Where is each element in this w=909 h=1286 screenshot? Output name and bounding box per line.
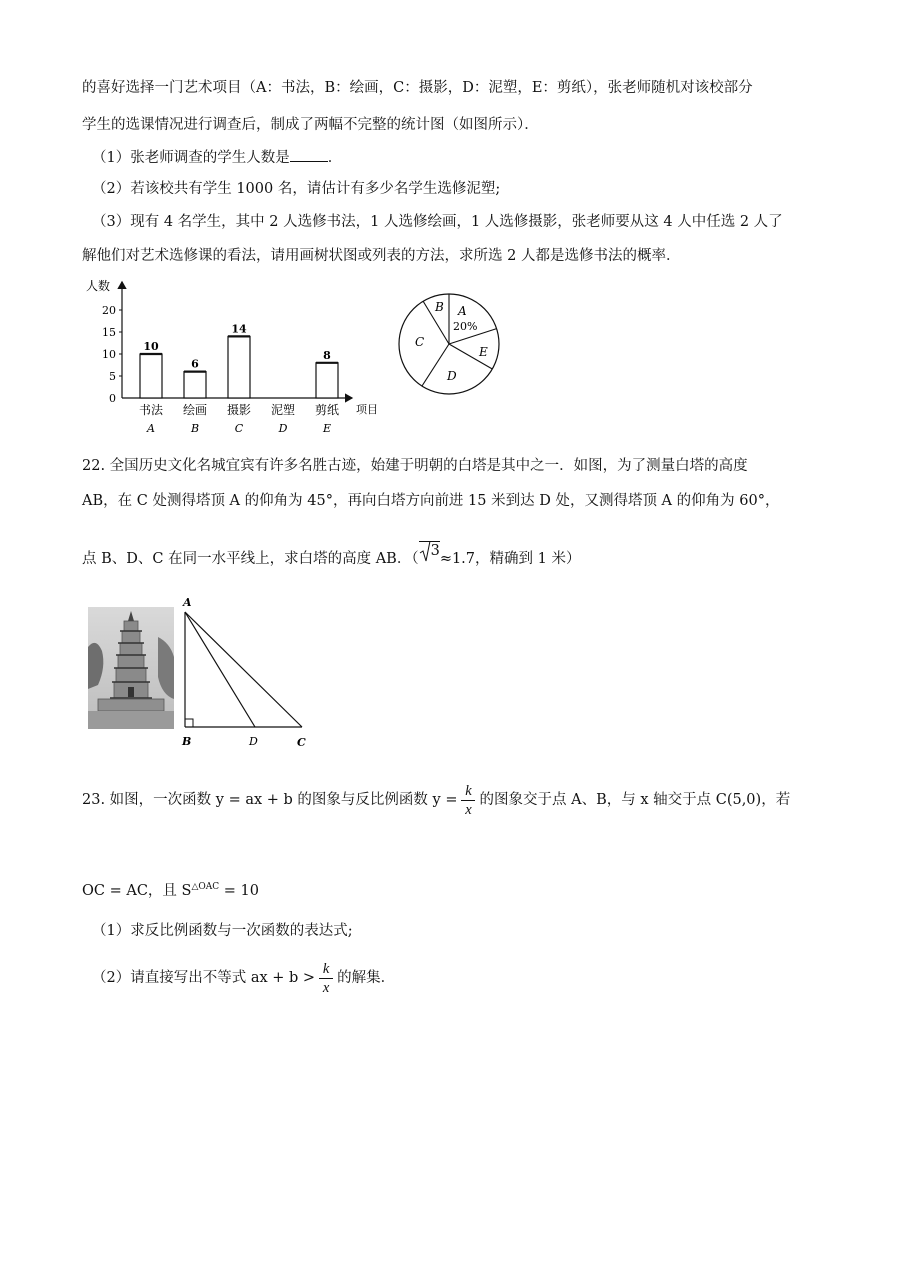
data-label-B: 6	[191, 357, 199, 371]
q23-part2	[92, 960, 395, 996]
segment-ac	[185, 612, 302, 727]
bar-C	[228, 336, 250, 398]
y-tick-label-0: 0	[109, 392, 116, 405]
q23-line2-end: = 10	[219, 883, 259, 899]
pie-label-e: E	[479, 345, 488, 359]
q21-line2: 学生的选课情况进行调查后，制成了两幅不完整的统计图（如图所示）．	[82, 117, 539, 133]
answer-blank	[290, 147, 328, 162]
q22-line3-text: 点 B、D、C 在同一水平线上，求白塔的高度 AB．（	[82, 551, 419, 567]
category-letter-E: E	[322, 422, 332, 435]
fraction-numerator: k	[322, 961, 330, 977]
pie-label-c: C	[415, 335, 425, 349]
data-label-C: 14	[231, 322, 247, 336]
q23-part2-text: （2）请直接写出不等式 ax + b >	[92, 970, 316, 986]
q22-line1: 22. 全国历史文化名城宜宾有许多名胜古迹，始建于明朝的白塔是其中之一．如图，为了测量白塔的高度	[82, 458, 748, 474]
fraction-denominator: x	[465, 802, 472, 818]
y-axis-label: 人数	[86, 279, 111, 293]
sqrt-radical-icon	[419, 541, 431, 563]
q23-line2	[82, 878, 259, 900]
bar-chart	[80, 274, 380, 444]
fraction-denominator: x	[322, 980, 330, 996]
y-tick-label-15: 15	[102, 326, 116, 339]
category-letter-B: B	[190, 422, 200, 435]
fraction-k-over-x	[457, 782, 479, 818]
q21-part1	[92, 147, 342, 167]
geometry-diagram	[180, 595, 310, 751]
q21-line1: 的喜好选择一门艺术项目（A：书法，B：绘画，C：摄影，D：泥塑，E：剪纸），张老师随机对该校部分	[82, 80, 753, 96]
category-label-E: 剪纸	[314, 403, 340, 417]
data-label-E: 8	[323, 348, 331, 362]
category-letter-A: A	[147, 422, 155, 435]
category-label-A: 书法	[138, 403, 164, 417]
pie-label-d: D	[447, 369, 457, 383]
q21-part3-line1: （3）现有 4 名学生，其中 2 人选修书法，1 人选修绘画，1 人选修摄影，张老师要从这 4 人中任选 2 人了	[92, 214, 783, 230]
point-label-b: B	[182, 735, 192, 748]
right-angle-mark	[185, 719, 193, 727]
q21-part3-line2: 解他们对艺术选修课的看法，请用画树状图或列表的方法，求所选 2 人都是选修书法的概率．	[82, 248, 681, 264]
pie-label-b: B	[435, 300, 444, 314]
category-label-C: 摄影	[226, 403, 252, 417]
point-label-a: A	[183, 596, 192, 609]
q22-line3	[82, 543, 581, 568]
data-label-A: 10	[143, 340, 159, 353]
y-tick-label-10: 10	[102, 348, 116, 361]
area-subscript: △OAC	[191, 882, 220, 892]
x-axis-label: 项目	[356, 403, 378, 416]
q22-line3-end: ≈1.7，精确到 1 米）	[439, 551, 581, 567]
pie-chart	[395, 290, 505, 400]
q23-line2-text: OC = AC，且 S	[82, 883, 192, 899]
point-label-d: D	[249, 735, 258, 748]
segment-ad	[185, 612, 255, 727]
bar-B	[184, 372, 206, 398]
q23-line1-text: 23. 如图，一次函数 y = ax + b 的图象与反比例函数 y =	[82, 792, 458, 808]
category-label-B: 绘画	[182, 403, 208, 417]
fraction-numerator: k	[465, 783, 472, 799]
q23-part2-end: 的解集．	[337, 970, 396, 986]
category-letter-D: D	[278, 422, 288, 435]
point-label-c: C	[297, 736, 306, 749]
bar-A	[140, 354, 162, 398]
q23-line1	[82, 782, 790, 818]
pie-label-a-percent: 20%	[453, 320, 478, 333]
category-letter-C: C	[234, 422, 244, 435]
y-tick-label-5: 5	[109, 370, 116, 383]
pie-divider-4	[422, 344, 449, 386]
q23-line1-end: 的图象交于点 A、B，与 x 轴交于点 C(5,0)，若	[479, 792, 791, 808]
q21-part2: （2）若该校共有学生 1000 名，请估计有多少名学生选修泥塑;	[92, 181, 501, 197]
q21-part1-end: ．	[327, 150, 343, 166]
pie-label-a: A	[458, 304, 467, 318]
sqrt-argument: 3	[430, 543, 440, 559]
q22-line2: AB，在 C 处测得塔顶 A 的仰角为 45°，再向白塔方向前进 15 米到达 D 处，又测得塔顶 A 的仰角为 60°，	[82, 493, 780, 509]
q21-part1-text: （1）张老师调查的学生人数是	[92, 150, 290, 166]
y-tick-label-20: 20	[102, 304, 116, 317]
sqrt-expression	[419, 541, 440, 560]
fraction-k-over-x-2	[315, 960, 337, 996]
bar-E	[316, 363, 338, 398]
category-label-D: 泥塑	[270, 403, 296, 417]
white-pagoda-photo	[88, 607, 174, 729]
q23-part1: （1）求反比例函数与一次函数的表达式;	[92, 923, 353, 939]
